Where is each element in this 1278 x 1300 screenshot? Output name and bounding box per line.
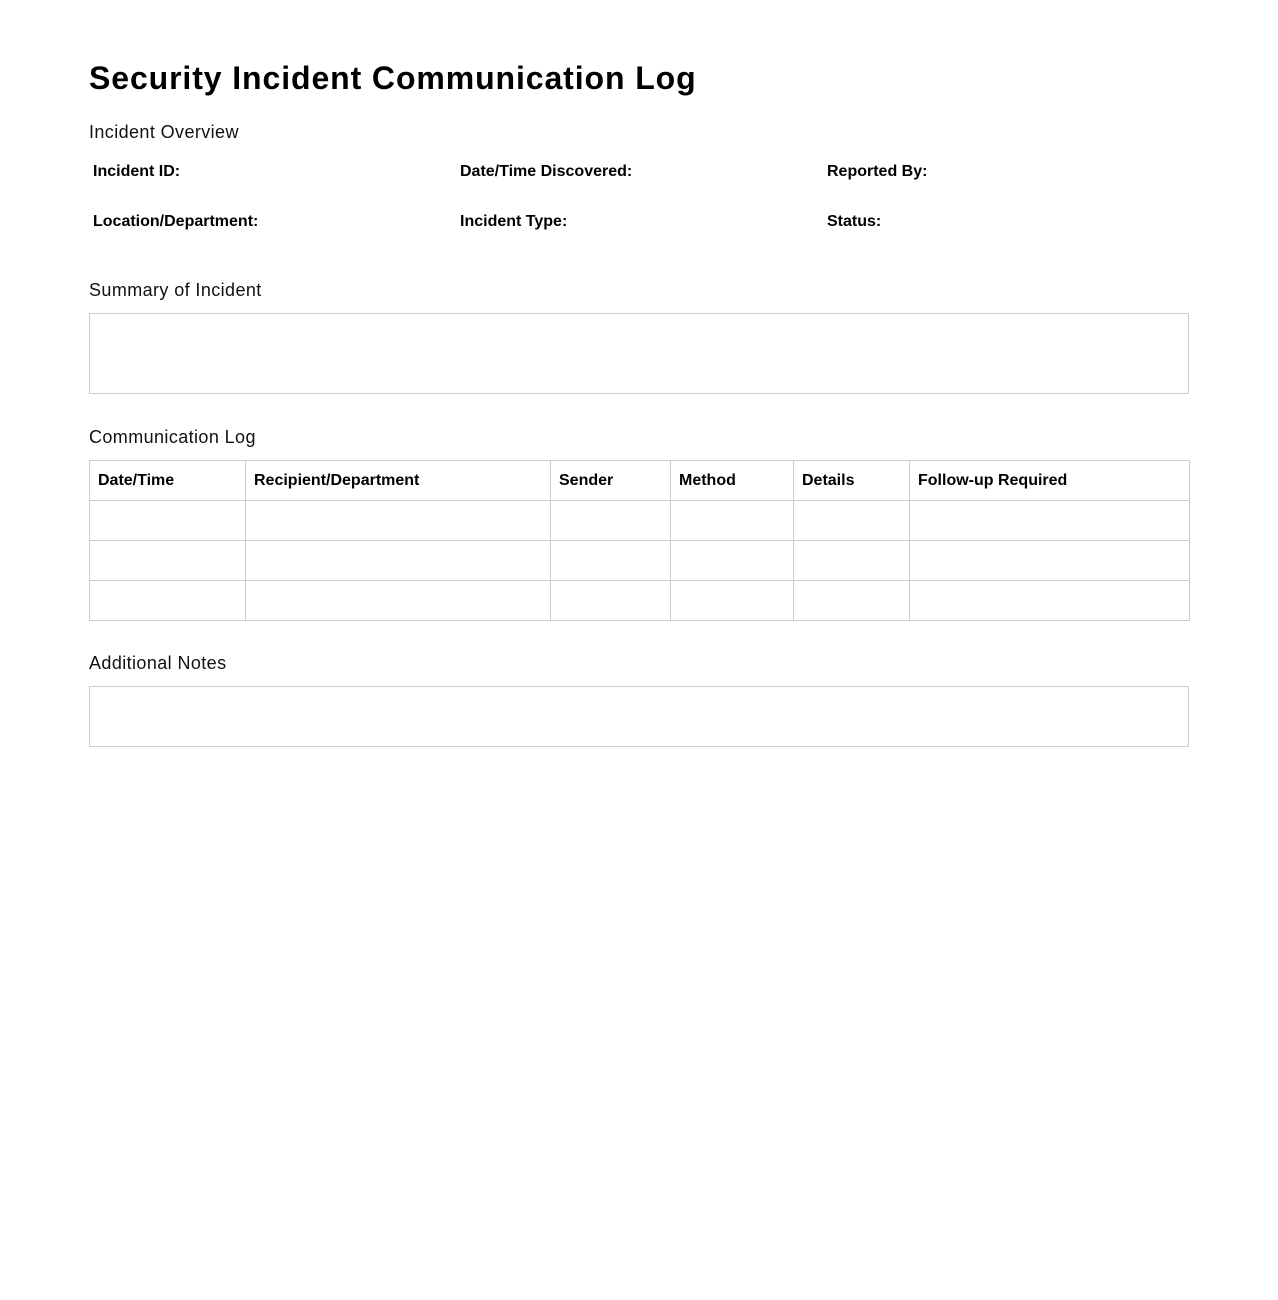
field-incident-id[interactable] bbox=[89, 160, 456, 184]
summary-textbox[interactable] bbox=[89, 313, 1189, 394]
field-incident-type[interactable] bbox=[456, 210, 823, 234]
column-header-date-time: Date/Time bbox=[90, 461, 246, 501]
table-cell[interactable] bbox=[671, 541, 794, 581]
field-date-time-discovered[interactable] bbox=[456, 160, 823, 184]
table-cell[interactable] bbox=[794, 501, 910, 541]
table-row bbox=[90, 581, 1190, 621]
communication-log-table bbox=[89, 460, 1190, 621]
field-label: Date/Time Discovered: bbox=[460, 163, 633, 180]
table-cell[interactable] bbox=[671, 581, 794, 621]
field-label: Location/Department: bbox=[93, 213, 259, 230]
field-label: Reported By: bbox=[827, 163, 928, 180]
table-cell[interactable] bbox=[90, 581, 246, 621]
field-location-department[interactable] bbox=[89, 210, 456, 234]
field-status[interactable] bbox=[823, 210, 1189, 234]
table-cell[interactable] bbox=[551, 581, 671, 621]
table-cell[interactable] bbox=[794, 541, 910, 581]
section-title-incident-overview: Incident Overview bbox=[89, 122, 239, 142]
field-label: Incident ID: bbox=[93, 163, 181, 180]
table-cell[interactable] bbox=[246, 541, 551, 581]
table-cell[interactable] bbox=[671, 501, 794, 541]
table-row bbox=[90, 541, 1190, 581]
table-cell[interactable] bbox=[246, 581, 551, 621]
table-cell[interactable] bbox=[551, 541, 671, 581]
table-header-row bbox=[90, 461, 1190, 501]
field-label: Incident Type: bbox=[460, 213, 568, 230]
column-header-follow-up-required: Follow-up Required bbox=[910, 461, 1190, 501]
table-cell[interactable] bbox=[910, 501, 1190, 541]
section-title-additional-notes: Additional Notes bbox=[89, 653, 227, 673]
page-title: Security Incident Communication Log bbox=[89, 60, 697, 96]
incident-overview-grid bbox=[89, 160, 1189, 234]
table-cell[interactable] bbox=[794, 581, 910, 621]
column-header-sender: Sender bbox=[551, 461, 671, 501]
section-title-communication-log: Communication Log bbox=[89, 427, 256, 447]
column-header-recipient-department: Recipient/Department bbox=[246, 461, 551, 501]
table-row bbox=[90, 501, 1190, 541]
additional-notes-textbox[interactable] bbox=[89, 686, 1189, 747]
table-cell[interactable] bbox=[910, 541, 1190, 581]
field-reported-by[interactable] bbox=[823, 160, 1189, 184]
section-title-summary: Summary of Incident bbox=[89, 280, 262, 300]
table-cell[interactable] bbox=[90, 541, 246, 581]
column-header-details: Details bbox=[794, 461, 910, 501]
field-label: Status: bbox=[827, 213, 882, 230]
table-cell[interactable] bbox=[246, 501, 551, 541]
table-cell[interactable] bbox=[910, 581, 1190, 621]
table-cell[interactable] bbox=[551, 501, 671, 541]
column-header-method: Method bbox=[671, 461, 794, 501]
table-cell[interactable] bbox=[90, 501, 246, 541]
